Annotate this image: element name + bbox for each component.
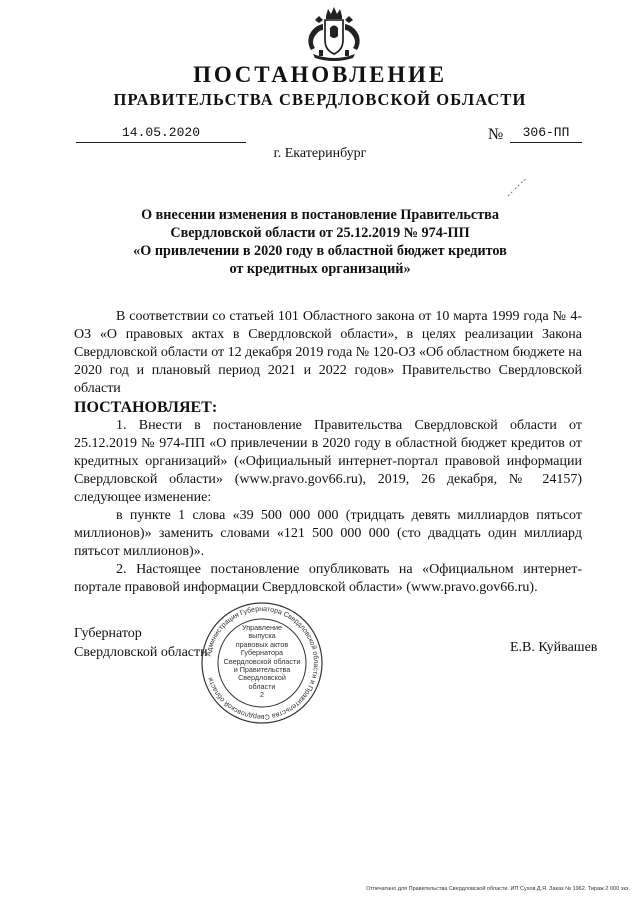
coat-of-arms-icon xyxy=(299,6,369,64)
stamp-line-1: Управление xyxy=(242,623,282,632)
document-body xyxy=(74,308,582,597)
stamp-line-5: Свердловской области xyxy=(223,656,301,666)
item-1-paragraph: 1. Внести в постановление Правительства Свердловской области от 25.12.2019 № 974-ПП «О привлечении в 2020 году в областной бюджет кредитов от кредитных организаций» («Официальный интернет-портал правовой информации Свердловской области» (www.pravo.gov66.ru), 2019, 26 декабря, № 24157) следующее изменение: xyxy=(74,418,582,505)
document-city: г. Екатеринбург xyxy=(273,146,367,161)
resolves-heading: ПОСТАНОВЛЯЕТ: xyxy=(74,399,218,416)
heading-line-2: Свердловской области от 25.12.2019 № 974-ПП xyxy=(170,225,470,241)
stamp-ring-text: Администрация Губернатора Свердловской области и Правительства Свердловской области xyxy=(205,605,320,721)
signer-name: Е.В. Куйвашев xyxy=(510,640,598,655)
item-2-paragraph: 2. Настоящее постановление опубликовать на «Официальном интернет-портале правовой информации Свердловской области» (www.pravo.gov66.ru). xyxy=(74,562,582,595)
stamp-line-6: и Правительства xyxy=(233,665,291,675)
stamp-line-2: выпуска xyxy=(248,631,276,641)
document-number-label: № xyxy=(488,126,504,143)
heading-line-4: от кредитных организаций» xyxy=(229,261,411,277)
document-title: ПОСТАНОВЛЕНИЕ xyxy=(193,62,447,87)
stamp-line-8: области xyxy=(248,681,276,691)
stamp-line-4: Губернатора xyxy=(240,648,284,658)
stamp-line-7: Свердловской xyxy=(238,673,286,683)
heading-line-3: «О привлечении в 2020 году в областной бюджет кредитов xyxy=(133,243,507,259)
preamble-paragraph: В соответствии со статьей 101 Областного закона от 10 марта 1999 года № 4-ОЗ «О правовых актах в Свердловской области», в целях реализации Закона Свердловской области от 12 декабря 2019 года № 120-ОЗ «Об областном бюджете на 2020 год и плановый период 2021 и 2022 годов» Правительство Свердловской области xyxy=(74,309,582,396)
stamp-inner-text xyxy=(222,624,302,700)
stamp-line-3: правовых актов xyxy=(235,639,289,649)
signer-position xyxy=(74,624,208,662)
signer-position-line-2: Свердловской области xyxy=(74,645,208,660)
document-heading xyxy=(60,206,580,278)
document-number: 306-ПП xyxy=(510,124,582,143)
signer-position-line-1: Губернатор xyxy=(74,626,142,641)
print-footer: Отпечатано для Правительства Свердловской области. ИП Сухов Д.Я. Заказ № 1962. Тираж 2 000 экз. xyxy=(366,886,630,892)
item-1-change-paragraph: в пункте 1 слова «39 500 000 000 (тридцать девять миллиардов пятьсот миллионов)» заменить словами «121 500 000 000 (сто двадцать один миллиард пятьсот миллионов)». xyxy=(74,508,582,559)
heading-line-1: О внесении изменения в постановление Правительства xyxy=(141,207,499,223)
stamp-line-9: 2 xyxy=(260,690,264,700)
document-date: 14.05.2020 xyxy=(76,124,246,143)
document-subtitle: ПРАВИТЕЛЬСТВА СВЕРДЛОВСКОЙ ОБЛАСТИ xyxy=(113,90,527,109)
pen-mark-icon xyxy=(506,178,530,198)
